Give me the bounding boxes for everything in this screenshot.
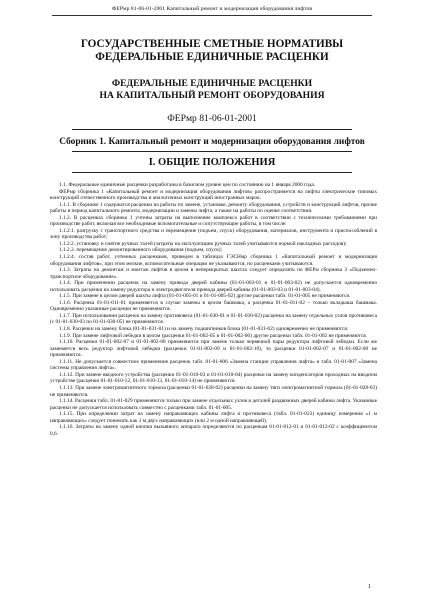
paragraph: 1.1.14. Расценки табл. 01-01-029 применяются только при замене отдельных узлов и деталей раздвижных дверей кабины лифта. Указанные расценки не допускается использовать совместно с расценками табл. 01-01-005. — [50, 398, 377, 411]
paragraph: 1.1.1. В сборнике 1 содержатся расценки на работы по замене, установке, ремонту оборудования, устройств и конструкций лифтов, прочие работы в период капитального ремонта, модернизации и замены лифта, а также на работы по оценке соответствия. — [50, 201, 377, 215]
divider-rule — [72, 151, 352, 152]
paragraph: 1.1.12. При замене вводного устройства (расценки 01-01-010-03 и 01-01-010-04) расценки на замену конденсаторов проходных на вводном устройстве (расценки 01-01-010-12, 01-01-010-13, 01-01-010-14) не применяются. — [50, 371, 377, 385]
paragraph: 1.1.2.3. перемещение демонтированного оборудования (подъем, спуск); — [59, 247, 223, 254]
paragraph: ФЕРмр сборника 1 «Капитальный ремонт и модернизация оборудования лифтов» распространяется на лифты электрические типовых конструкций отечественного производства и аналогичных конструкций иностранных марок. — [50, 188, 377, 202]
document-title — [0, 38, 424, 64]
divider-rule — [72, 172, 352, 173]
collection-title: Сборник 1. Капитальный ремонт и модернизация оборудования лифтов — [59, 137, 365, 147]
paragraph: 1.1.6. Расценка 01-01-011-01 применяется в случае замены в целом башмака, а расценка 01-01-011-02 – только вкладыша башмака. Одновременно указанные расценки не применяются. — [50, 299, 377, 313]
paragraph: 1.1.2.4. состав работ, учтенных расценками, приведен в таблицах ГЭСНмр сборника 1 «Капитальный ремонт и модернизация оборудования лифтов», при этом мелкие, вспомогательные операции не указываются, но расценками учитываются. — [50, 254, 377, 267]
paragraph: 1.1.7. При использовании расценок на замену противовеса (01-01-030-01 и 01-01-030-02) расценки на замену отдельных узлов противовеса (с 01-01-030-03 по 01-01-030-05) не применяются. — [50, 312, 377, 326]
header-rule — [52, 15, 372, 16]
paragraph: 1.1.9. При замене лифтовой лебедки в целом (расценки 01-01-002-05 и 01-01-002-06) другие расценки табл. 01-01-002 не применяются. — [59, 332, 368, 339]
paragraph: 1.1.2.2. установку и снятие ручных талей (затраты на эксплуатацию ручных талей учитываются нормой накладных расходов); — [59, 240, 347, 247]
subtitle-line-2: НА КАПИТАЛЬНЫЙ РЕМОНТ ОБОРУДОВАНИЯ — [99, 89, 325, 101]
section-heading: I. ОБЩИЕ ПОЛОЖЕНИЯ — [148, 157, 276, 168]
document-subtitle — [0, 78, 424, 101]
running-header: ФЕРмр 81-06-01-2001 Капитальный ремонт и модернизация оборудования лифтов — [111, 6, 313, 12]
paragraph: 1.1. Федеральные единичные расценки разработаны в базисном уровне цен по состоянию на 1 января 2000 года. — [59, 182, 316, 188]
paragraph: 1.1.2.1. разгрузку с транспортного средства и перемещение (подъем, спуск) оборудования, материалов, инструмента и приспособлений в зону производства работ; — [50, 227, 377, 241]
paragraph: 1.1.13. При замене электромагнитного тормоза (расценки 01-01-028-02) расценки на замену тяги электромагнитной тормоза (01-01-028-03) не применяются. — [50, 384, 377, 398]
paragraph: 1.1.8. Расценки на замену блока (01-01-031-01) и на замену подшипников блока (01-01-031-02) одновременно не применяются. — [59, 326, 349, 333]
paragraph: 1.1.15. При определении затрат на замену направляющих кабины лифта и противовеса (табл. 01-01-023) единицу измерения «1 м направляющих» следует понимать как 1 м двух направляющих (или 2 м одной направляющей). — [50, 411, 377, 424]
page-number: 1 — [368, 584, 371, 590]
paragraph: 1.1.2. В расценках сборника 1 учтены затраты на выполнение комплекса работ в соответствии с техническими требованиями при производстве работ, включая все необходимые вспомогательные и сопутствующие работы, в том числе: — [50, 214, 377, 228]
paragraph: 1.1.5. При замене в целом дверей шахты лифта (01-01-005-01 и 01-01-005-02) другие расценки табл. 01-01-005 не применяются. — [59, 293, 351, 300]
paragraph: 1.1.4. При применении расценок на замену привода дверей кабины (01-01-003-01 и 01-01-003-02) не допускается одновременно использовать расценки на замену редуктора и электродвигателя привода дверей кабины (01-01-003-03 и 01-01-003-04). — [50, 280, 377, 293]
title-line-1: ГОСУДАРСТВЕННЫЕ СМЕТНЫЕ НОРМАТИВЫ — [80, 38, 344, 50]
document-code: ФЕРмр 81-06-01-2001 — [167, 113, 257, 124]
title-line-2: ФЕДЕРАЛЬНЫЕ ЕДИНИЧНЫЕ РАСЦЕНКИ — [95, 51, 329, 63]
paragraph: 1.1.11. Не допускается совместное применение расценок табл. 01-01-006 «Замена станции управления лифта» и табл. 01-01-007 «Замена системы управления лифта». — [50, 358, 377, 372]
divider-rule — [72, 129, 352, 130]
paragraph: 1.1.10. Расценки 01-01-002-07 и 01-01-002-08 применяются при замене только червячной пары редуктора лифтовой лебедки. Если же заменяется весь редуктор лифтовой лебедки (расценки 01-01-002-09 и 01-01-002-10), то расценки 01-01-002-07 и 01-01-002-08 не применяются. — [50, 339, 377, 359]
paragraph: 1.1.16. Затраты на замену одной кнопки вызывного аппарата определяются по расценкам 01-01-012-01 и 01-01-012-02 с коэффициентом 0,6. — [50, 424, 377, 437]
paragraph: 1.1.3. Затраты на демонтаж и монтаж лифтов в целом в неперекрытых шахтах следует определять по ФЕРм сборника 3 «Подъемно-транспортное оборудование». — [50, 267, 377, 280]
subtitle-line-1: ФЕДЕРАЛЬНЫЕ ЕДИНИЧНЫЕ РАСЦЕНКИ — [111, 78, 313, 89]
body-text — [50, 182, 377, 437]
